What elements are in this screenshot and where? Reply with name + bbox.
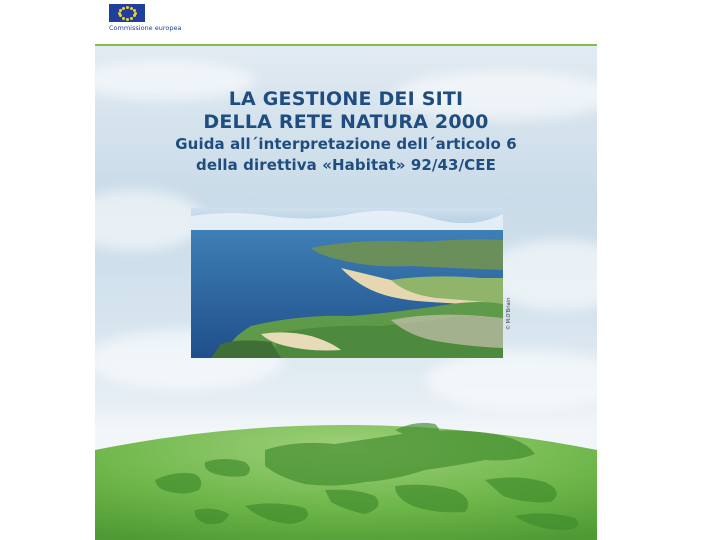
globe-graphic	[95, 410, 597, 540]
coastal-landscape-photo	[191, 208, 503, 358]
europe-globe-map	[95, 410, 597, 540]
title-line-1: LA GESTIONE DEI SITI	[228, 88, 464, 110]
cover-title-block	[95, 88, 597, 176]
photo-credit: © M.O'Briain	[506, 297, 512, 330]
sky-cloud	[95, 190, 205, 250]
photo-image	[191, 208, 503, 358]
commission-label: Commissione europea	[109, 24, 182, 32]
cover-header	[95, 0, 597, 44]
subtitle-line-1: Guida all´interpretazione dell´articolo 6	[175, 135, 517, 153]
title-line-2: DELLA RETE NATURA 2000	[203, 111, 489, 133]
document-cover	[95, 0, 597, 540]
subtitle-line-2: della direttiva «Habitat» 92/43/CEE	[196, 156, 496, 174]
header-divider	[95, 44, 597, 46]
eu-flag-icon	[109, 4, 145, 22]
sky-cloud	[425, 350, 597, 410]
